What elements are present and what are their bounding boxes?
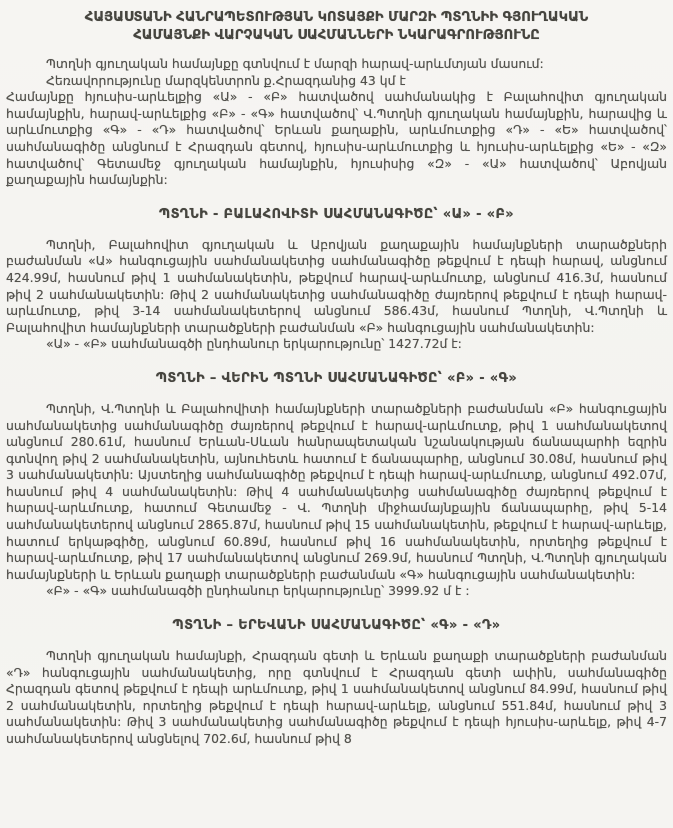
intro-line-distance: Հեռավորությունը մարզկենտրոն ք.Հրազդանից 43 կմ է: [46, 72, 406, 88]
intro-boundaries-paragraph: Համայնքը հյուսիս-արևելքից «Ա» - «Բ» հատվածով սահմանակից է Բալահովիտ գյուղական համայնքին, հարավ-արևելքից «Բ» - «Գ» հատվածով՝ Վ.Պտղնի գյուղական համայնքին, հարավից և արևմուտքից «Գ» - «Դ» հատվածով՝ Երևան քաղաքին, արևմուտքից «Դ» - «Ե» հատվածով՝ սահմանագիծը անցնում է Հրազդան գետով, հյուսիս-արևմուտքից և հյուսիս-արևելքից «Ե» - «Զ» հատվածով՝ Գետամեջ գյուղական համայնքին, հյուսիսից «Զ» - «Ա» հատվածով՝ Աբովյան քաղաքային համայնքին:: [6, 89, 667, 188]
section-length-b-g: «Բ» - «Գ» սահմանագծի ընդհանուր երկարությունը՝ 3999.92 մ է :: [46, 583, 470, 599]
section-heading-a-b: ՊՏՂՆԻ - ԲԱԼԱՀՈՎԻՏԻ ՍԱՀՄԱՆԱԳԻԾԸ՝ «Ա» - «Բ»: [158, 206, 514, 222]
section-body-b-g: Պտղնի, Վ.Պտղնի և Բալահովիտի համայնքների տարածքների բաժանման «Բ» հանգուցային սահմանակետից սահմանագիծը ժայռերով թեքվում է հարավ-արևմուտք, թիվ 1 սահմանակետով անցնում 280.61մ, հասնում Երևան-Սևան հանրապետական նշանակության ճանապարհի եզրին գտնվող թիվ 2 սահմանակետին, այնուհետև հատում է ճանապարհը, անցնում 30.08մ, հասնում թիվ 3 սահմանակետին: Այստեղից սահմանագիծը թեքվում է դեպի հարավ-արևմուտք, անցնում 492.07մ, հասնում թիվ 4 սահմանակետին: Թիվ 4 սահմանակետից սահմանագիծը ժայռերով թեքվում է հարավ-արևմուտք, հատում Գետամեջ - Վ. Պտղնի միջհամայնքային ճանապարհը, թիվ 5-14 սահմանակետերով անցնում 2865.87մ, հասնում թիվ 15 սահմանակետին, թեքվում է հարավ-արևելք, հատում երկաթգիծը, անցնում 60.89մ, հասնում թիվ 16 սահմանակետին, որտեղից թեքվում է հարավ-արևմուտք, թիվ 17 սահմանակետով անցնում 269.9մ, հասնում Պտղնի, Վ.Պտղնի գյուղական համայնքների և Երևան քաղաքի տարածքների բաժանման «Գ» հանգուցային սահմանակետին:: [6, 400, 667, 582]
section-ptghni-verin-ptghni: [6, 371, 667, 600]
section-heading-b-g: ՊՏՂՆԻ – ՎԵՐԻՆ ՊՏՂՆԻ ՍԱՀՄԱՆԱԳԻԾԸ՝ «Բ» - «Գ»: [155, 370, 518, 386]
intro-line-location: Պտղնի գյուղական համայնքը գտնվում է մարզի հարավ-արևմտյան մասում:: [46, 56, 544, 71]
section-heading-g-d: ՊՏՂՆԻ – ԵՐԵՎԱՆԻ ՍԱՀՄԱՆԱԳԻԾԸ՝ «Գ» - «Դ»: [172, 618, 501, 634]
document-title-line-1: ՀԱՅԱՍՏԱՆԻ ՀԱՆՐԱՊԵՏՈՒԹՅԱՆ ԿՈՏԱՅՔԻ ՄԱՐԶԻ ՊՏՂՆԻԻ ԳՅՈՒՂԱԿԱՆ: [84, 10, 589, 25]
section-body-g-d: Պտղնի գյուղական համայնքի, Հրազդան գետի և Երևան քաղաքի տարածքների բաժանման «Դ» հանգուցային սահմանակետից, որը գտնվում է Հրազդան գետի ափին, սահմանագիծը Հրազդան գետով թեքվում է դեպի արևմուտք, թիվ 1 սահմանակետով անցնում 84.99մ, հասնում թիվ 2 սահմանակետին, որտեղից թեքվում է դեպի հարավ-արևելք, անցնում 551.84մ, հասնում թիվ 3 սահմանակետին: Թիվ 3 սահմանակետից սահմանագիծը թեքվում է դեպի հյուսիս-արևելք, թիվ 4-7 սահմանակետերով անցնելով 702.6մ, հասնում թիվ 8: [6, 648, 667, 746]
intro-block: [6, 56, 667, 189]
section-length-a-b: «Ա» - «Բ» սահմանագծի ընդհանուր երկարությունը՝ 1427.72մ է:: [46, 336, 462, 352]
section-ptghni-yerevan: [6, 618, 667, 748]
section-ptghni-balahovit: [6, 207, 667, 353]
section-body-a-b: Պտղնի, Բալահովիտ գյուղական և Աբովյան քաղաքային համայնքների տարածքների բաժանման «Ա» հանգուցային սահմանակետից սահմանագիծը թեքվում է դեպի հարավ, անցնում 424.99մ, հասնում թիվ 1 սահմանակետին, թեքվում հարավ-արևմուտք, անցնում 416.3մ, հասնում թիվ 2 սահմանակետին: Թիվ 2 սահմանակետից սահմանագիծը ժայռերով թեքվում է դեպի հարավ-արևմուտք, թիվ 3-14 սահմանակետերով անցնում 586.43մ, հասնում Պտղնի, Վ.Պտղնի և Բալահովիտ համայնքների տարածքների բաժանման «Բ» հանգուցային սահմանակետին:: [6, 236, 667, 335]
document-title-line-2: ՀԱՄԱՅՆՔԻ ՎԱՐՉԱԿԱՆ ՍԱՀՄԱՆՆԵՐԻ ՆԿԱՐԱԳՐՈՒԹՅՈՒՆԸ: [133, 27, 540, 43]
